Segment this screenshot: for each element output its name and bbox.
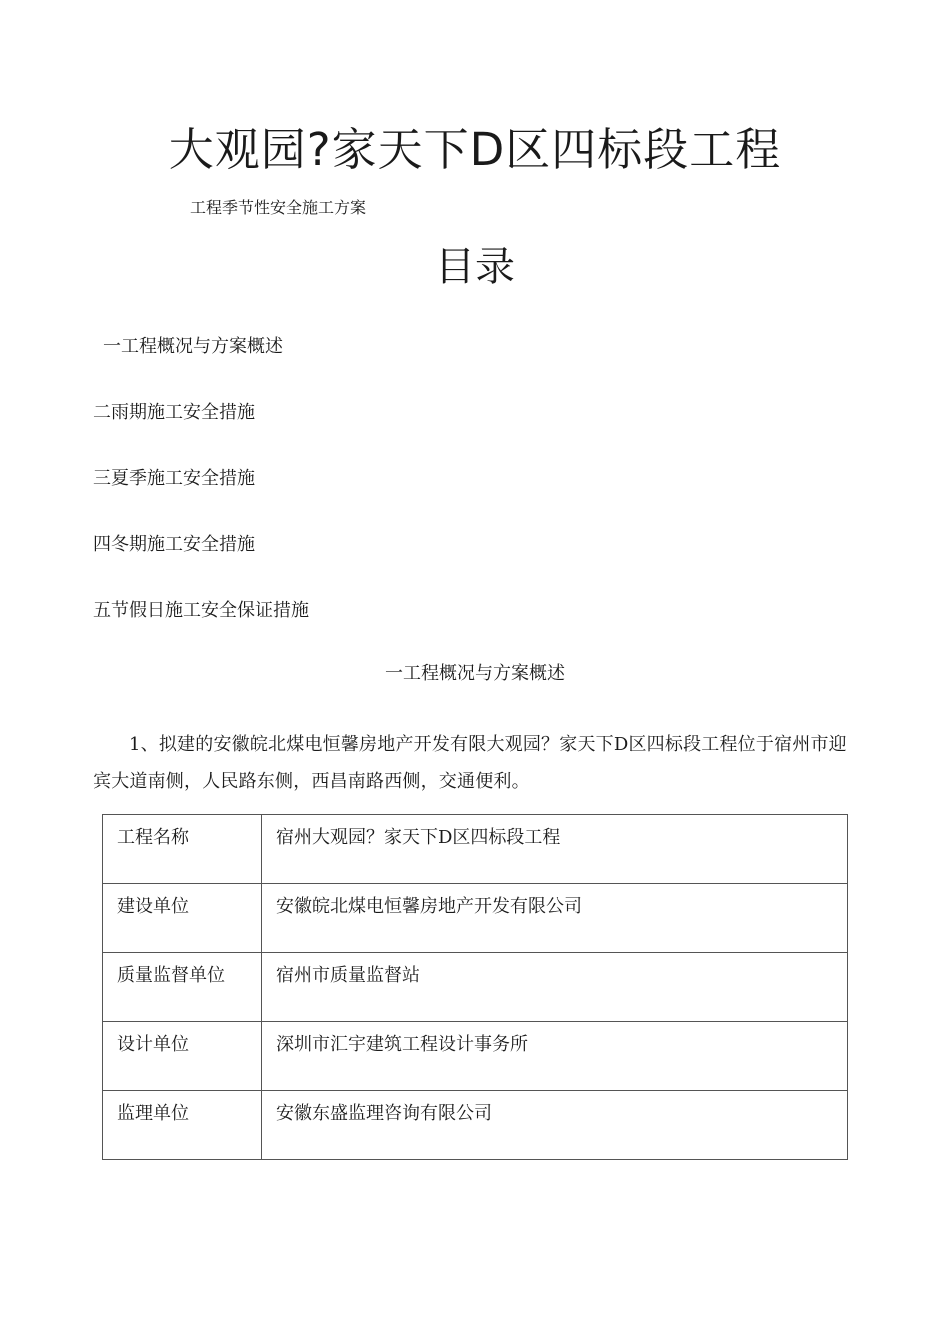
- document-subtitle: 工程季节性安全施工方案: [190, 198, 367, 217]
- row-value: 安徽东盛监理咨询有限公司: [262, 1091, 848, 1160]
- table-row: [103, 815, 848, 884]
- toc-item: 二雨期施工安全措施: [93, 402, 255, 423]
- table-row: [103, 884, 848, 953]
- row-label: 建设单位: [103, 884, 262, 953]
- row-label: 监理单位: [103, 1091, 262, 1160]
- project-info-table: [102, 814, 848, 1160]
- toc-item: 一工程概况与方案概述: [103, 336, 283, 357]
- table-row: [103, 953, 848, 1022]
- row-label: 工程名称: [103, 815, 262, 884]
- row-value: 宿州市质量监督站: [262, 953, 848, 1022]
- table-row: [103, 1022, 848, 1091]
- row-value: 深圳市汇宇建筑工程设计事务所: [262, 1022, 848, 1091]
- document-title: 大观园?家天下D区四标段工程: [168, 123, 782, 176]
- toc-item: 三夏季施工安全措施: [93, 468, 255, 489]
- row-value: 安徽皖北煤电恒馨房地产开发有限公司: [262, 884, 848, 953]
- table-row: [103, 1091, 848, 1160]
- row-value: 宿州大观园？家天下D区四标段工程: [262, 815, 848, 884]
- section-heading: 一工程概况与方案概述: [385, 663, 565, 684]
- row-label: 设计单位: [103, 1022, 262, 1091]
- toc-heading: 目录: [435, 244, 515, 290]
- toc-item: 四冬期施工安全措施: [93, 534, 255, 555]
- toc-item: 五节假日施工安全保证措施: [93, 600, 309, 621]
- row-label: 质量监督单位: [103, 953, 262, 1022]
- body-paragraph: 1、拟建的安徽皖北煤电恒馨房地产开发有限大观园？家天下D区四标段工程位于宿州市迎宾大道南侧，人民路东侧，西昌南路西侧，交通便利。: [93, 734, 847, 792]
